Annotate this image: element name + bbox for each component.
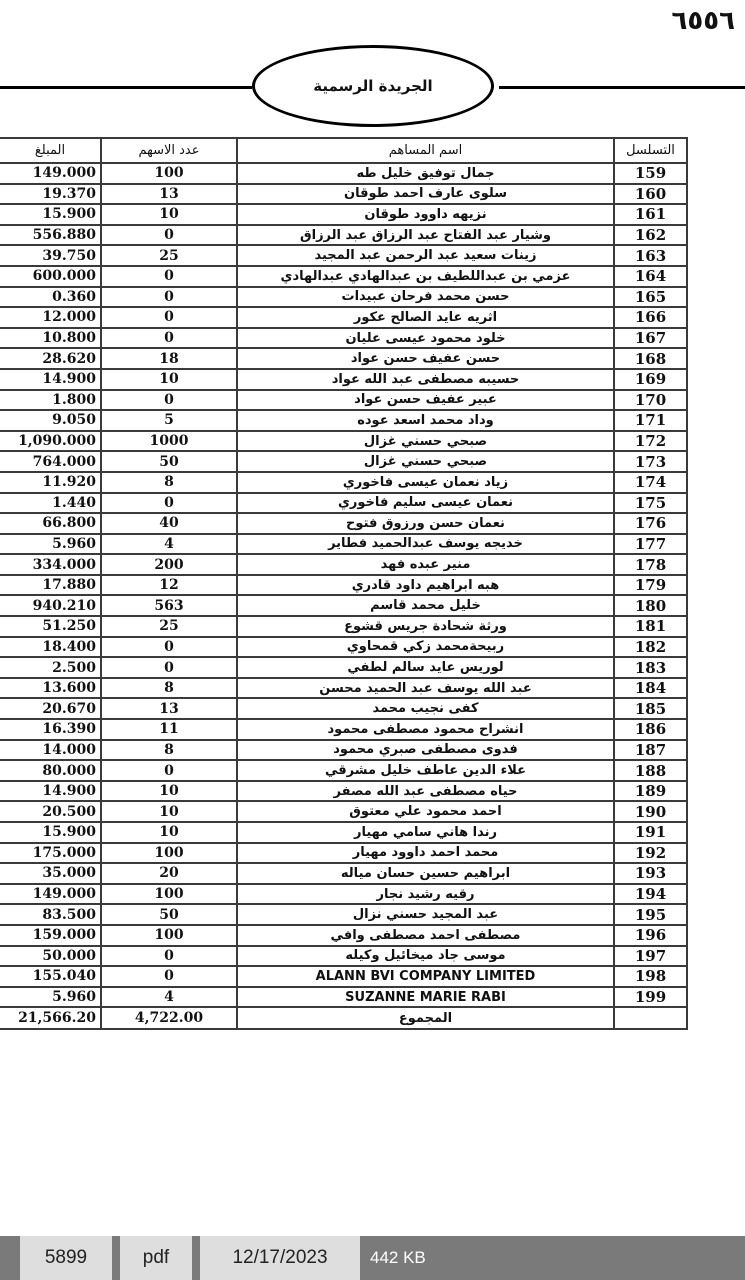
shares-cell: 200 bbox=[101, 554, 237, 575]
serial-cell: 174 bbox=[614, 472, 687, 493]
table-row bbox=[0, 595, 687, 616]
serial-cell: 187 bbox=[614, 740, 687, 761]
table-row bbox=[0, 822, 687, 843]
table-row bbox=[0, 451, 687, 472]
serial-cell: 177 bbox=[614, 534, 687, 555]
name-cell: جمال توفيق خليل طه bbox=[237, 163, 614, 184]
amount-cell: 334.000 bbox=[0, 554, 101, 575]
table-row bbox=[0, 266, 687, 287]
shares-cell: 100 bbox=[101, 884, 237, 905]
amount-cell: 50.000 bbox=[0, 946, 101, 967]
amount-cell: 80.000 bbox=[0, 760, 101, 781]
amount-cell: 35.000 bbox=[0, 863, 101, 884]
name-cell: وشيار عبد الفتاح عبد الرزاق عبد الرزاق bbox=[237, 225, 614, 246]
table-row bbox=[0, 616, 687, 637]
serial-cell: 186 bbox=[614, 719, 687, 740]
name-cell: محمد احمد داوود مهيار bbox=[237, 843, 614, 864]
gazette-title: الجريدة الرسمية bbox=[313, 77, 433, 95]
amount-cell: 556.880 bbox=[0, 225, 101, 246]
serial-cell: 165 bbox=[614, 287, 687, 308]
amount-cell: 1.800 bbox=[0, 390, 101, 411]
serial-cell: 170 bbox=[614, 390, 687, 411]
name-cell: حسن عفيف حسن عواد bbox=[237, 348, 614, 369]
serial-cell: 160 bbox=[614, 184, 687, 205]
name-cell: ابراهيم حسين حسان مياله bbox=[237, 863, 614, 884]
name-cell: وداد محمد اسعد عوده bbox=[237, 410, 614, 431]
name-cell: خلود محمود عيسى عليان bbox=[237, 328, 614, 349]
amount-cell: 66.800 bbox=[0, 513, 101, 534]
amount-cell: 1.440 bbox=[0, 493, 101, 514]
amount-cell: 16.390 bbox=[0, 719, 101, 740]
column-header-serial: التسلسل bbox=[614, 138, 687, 163]
shares-cell: 100 bbox=[101, 843, 237, 864]
amount-cell: 0.360 bbox=[0, 287, 101, 308]
amount-cell: 10.800 bbox=[0, 328, 101, 349]
table-row bbox=[0, 884, 687, 905]
amount-cell: 764.000 bbox=[0, 451, 101, 472]
shares-cell: 0 bbox=[101, 287, 237, 308]
total-label: المجموع bbox=[237, 1007, 614, 1029]
amount-cell: 20.670 bbox=[0, 698, 101, 719]
serial-cell: 192 bbox=[614, 843, 687, 864]
shares-cell: 0 bbox=[101, 493, 237, 514]
table-row bbox=[0, 204, 687, 225]
amount-cell: 1,090.000 bbox=[0, 431, 101, 452]
shareholders-table bbox=[0, 137, 688, 1030]
name-cell: احمد محمود علي معتوق bbox=[237, 801, 614, 822]
shares-cell: 8 bbox=[101, 472, 237, 493]
table-row bbox=[0, 575, 687, 596]
table-row bbox=[0, 740, 687, 761]
table-row bbox=[0, 184, 687, 205]
amount-cell: 15.900 bbox=[0, 822, 101, 843]
name-cell: كفى نجيب محمد bbox=[237, 698, 614, 719]
amount-cell: 2.500 bbox=[0, 657, 101, 678]
table-row bbox=[0, 863, 687, 884]
table-row bbox=[0, 801, 687, 822]
serial-cell: 172 bbox=[614, 431, 687, 452]
name-cell: حسيبه مصطفى عبد الله عواد bbox=[237, 369, 614, 390]
name-cell: ورثة شحادة جريس قشوع bbox=[237, 616, 614, 637]
file-type-chip[interactable]: pdf bbox=[120, 1236, 192, 1280]
table-row bbox=[0, 698, 687, 719]
name-cell: زياد نعمان عيسى فاخوري bbox=[237, 472, 614, 493]
amount-cell: 19.370 bbox=[0, 184, 101, 205]
name-cell: نزيهه داوود طوقان bbox=[237, 204, 614, 225]
name-cell: موسى جاد ميخائيل وكيله bbox=[237, 946, 614, 967]
table-row bbox=[0, 925, 687, 946]
table-row bbox=[0, 163, 687, 184]
serial-cell: 183 bbox=[614, 657, 687, 678]
table-row bbox=[0, 493, 687, 514]
table-row bbox=[0, 431, 687, 452]
name-cell: عبير عفيف حسن عواد bbox=[237, 390, 614, 411]
table-row bbox=[0, 760, 687, 781]
serial-cell: 188 bbox=[614, 760, 687, 781]
name-cell: خديجه يوسف عبدالحميد فطاير bbox=[237, 534, 614, 555]
name-cell: نعمان عيسى سليم فاخوري bbox=[237, 493, 614, 514]
amount-cell: 14.900 bbox=[0, 369, 101, 390]
shares-cell: 0 bbox=[101, 328, 237, 349]
name-cell: هبه ابراهيم داود قادري bbox=[237, 575, 614, 596]
shares-cell: 10 bbox=[101, 204, 237, 225]
shares-cell: 100 bbox=[101, 925, 237, 946]
table-row bbox=[0, 719, 687, 740]
table-row bbox=[0, 245, 687, 266]
amount-cell: 83.500 bbox=[0, 904, 101, 925]
page-number: ٦٥٥٦ bbox=[671, 6, 735, 36]
amount-cell: 175.000 bbox=[0, 843, 101, 864]
shares-cell: 18 bbox=[101, 348, 237, 369]
serial-cell: 180 bbox=[614, 595, 687, 616]
table-row bbox=[0, 225, 687, 246]
shares-cell: 10 bbox=[101, 781, 237, 802]
file-size: 442 KB bbox=[370, 1248, 426, 1267]
serial-cell: 163 bbox=[614, 245, 687, 266]
total-serial-empty bbox=[614, 1007, 687, 1029]
serial-cell: 181 bbox=[614, 616, 687, 637]
name-cell: عبد الله يوسف عبد الحميد محسن bbox=[237, 678, 614, 699]
name-cell: سلوى عارف احمد طوقان bbox=[237, 184, 614, 205]
amount-cell: 13.600 bbox=[0, 678, 101, 699]
name-cell: صبحي حسني غزال bbox=[237, 431, 614, 452]
shares-cell: 0 bbox=[101, 637, 237, 658]
shares-cell: 12 bbox=[101, 575, 237, 596]
name-cell: حسن محمد فرحان عبيدات bbox=[237, 287, 614, 308]
table-row bbox=[0, 410, 687, 431]
serial-cell: 194 bbox=[614, 884, 687, 905]
amount-cell: 155.040 bbox=[0, 966, 101, 987]
shares-cell: 40 bbox=[101, 513, 237, 534]
shares-cell: 50 bbox=[101, 451, 237, 472]
shares-cell: 8 bbox=[101, 678, 237, 699]
shares-cell: 13 bbox=[101, 698, 237, 719]
serial-cell: 173 bbox=[614, 451, 687, 472]
table-row bbox=[0, 534, 687, 555]
serial-cell: 164 bbox=[614, 266, 687, 287]
serial-cell: 190 bbox=[614, 801, 687, 822]
amount-cell: 18.400 bbox=[0, 637, 101, 658]
gazette-title-oval bbox=[252, 45, 494, 127]
shares-cell: 0 bbox=[101, 307, 237, 328]
shares-cell: 8 bbox=[101, 740, 237, 761]
serial-cell: 159 bbox=[614, 163, 687, 184]
serial-cell: 197 bbox=[614, 946, 687, 967]
amount-cell: 9.050 bbox=[0, 410, 101, 431]
shares-cell: 0 bbox=[101, 225, 237, 246]
shares-cell: 100 bbox=[101, 163, 237, 184]
table-row bbox=[0, 390, 687, 411]
serial-cell: 198 bbox=[614, 966, 687, 987]
name-cell: زينات سعيد عبد الرحمن عبد المجيد bbox=[237, 245, 614, 266]
serial-cell: 179 bbox=[614, 575, 687, 596]
shares-cell: 50 bbox=[101, 904, 237, 925]
serial-cell: 199 bbox=[614, 987, 687, 1008]
serial-cell: 196 bbox=[614, 925, 687, 946]
table-row bbox=[0, 946, 687, 967]
serial-cell: 178 bbox=[614, 554, 687, 575]
total-amount: 21,566.20 bbox=[0, 1007, 101, 1029]
date-chip[interactable]: 12/17/2023 bbox=[200, 1236, 360, 1280]
total-shares: 4,722.00 bbox=[101, 1007, 237, 1029]
serial-cell: 189 bbox=[614, 781, 687, 802]
table-row bbox=[0, 987, 687, 1008]
shares-cell: 25 bbox=[101, 616, 237, 637]
table-row bbox=[0, 966, 687, 987]
serial-cell: 175 bbox=[614, 493, 687, 514]
serial-cell: 191 bbox=[614, 822, 687, 843]
file-info-bar bbox=[0, 1236, 745, 1280]
shares-cell: 4 bbox=[101, 987, 237, 1008]
name-cell: عبد المجيد حسني نزال bbox=[237, 904, 614, 925]
name-cell: فدوى مصطفى صبري محمود bbox=[237, 740, 614, 761]
table-row bbox=[0, 904, 687, 925]
amount-cell: 149.000 bbox=[0, 163, 101, 184]
shares-cell: 10 bbox=[101, 822, 237, 843]
shares-cell: 0 bbox=[101, 760, 237, 781]
table-row bbox=[0, 348, 687, 369]
shares-cell: 0 bbox=[101, 966, 237, 987]
serial-cell: 176 bbox=[614, 513, 687, 534]
table-row bbox=[0, 637, 687, 658]
name-cell: رندا هاني سامي مهيار bbox=[237, 822, 614, 843]
amount-cell: 940.210 bbox=[0, 595, 101, 616]
amount-cell: 5.960 bbox=[0, 987, 101, 1008]
serial-cell: 166 bbox=[614, 307, 687, 328]
serial-cell: 167 bbox=[614, 328, 687, 349]
name-cell: انشراح محمود مصطفى محمود bbox=[237, 719, 614, 740]
serial-cell: 185 bbox=[614, 698, 687, 719]
name-cell: علاء الدين عاطف خليل مشرقي bbox=[237, 760, 614, 781]
shares-cell: 1000 bbox=[101, 431, 237, 452]
table-row bbox=[0, 513, 687, 534]
name-cell: ربيحةمحمد زكي قمحاوي bbox=[237, 637, 614, 658]
table-header-row bbox=[0, 138, 687, 163]
table-row bbox=[0, 307, 687, 328]
shares-cell: 5 bbox=[101, 410, 237, 431]
name-cell: حياه مصطفى عبد الله مصفر bbox=[237, 781, 614, 802]
amount-cell: 600.000 bbox=[0, 266, 101, 287]
column-header-name: اسم المساهم bbox=[237, 138, 614, 163]
shares-cell: 0 bbox=[101, 657, 237, 678]
amount-cell: 14.000 bbox=[0, 740, 101, 761]
amount-cell: 39.750 bbox=[0, 245, 101, 266]
name-cell: نعمان حسن ورزوق فتوح bbox=[237, 513, 614, 534]
column-header-amount: المبلغ bbox=[0, 138, 101, 163]
header-rule-right bbox=[499, 86, 745, 89]
table-row bbox=[0, 843, 687, 864]
table-total-row bbox=[0, 1007, 687, 1029]
name-cell: SUZANNE MARIE RABI bbox=[237, 987, 614, 1008]
shares-cell: 25 bbox=[101, 245, 237, 266]
amount-cell: 11.920 bbox=[0, 472, 101, 493]
shares-cell: 11 bbox=[101, 719, 237, 740]
column-header-shares: عدد الاسهم bbox=[101, 138, 237, 163]
shares-cell: 0 bbox=[101, 266, 237, 287]
name-cell: عزمي بن عبداللطيف بن عبدالهادي عبدالهادي bbox=[237, 266, 614, 287]
name-cell: منير عبده فهد bbox=[237, 554, 614, 575]
name-cell: ALANN BVI COMPANY LIMITED bbox=[237, 966, 614, 987]
serial-cell: 169 bbox=[614, 369, 687, 390]
amount-cell: 12.000 bbox=[0, 307, 101, 328]
name-cell: صبحي حسني غزال bbox=[237, 451, 614, 472]
amount-cell: 15.900 bbox=[0, 204, 101, 225]
serial-cell: 171 bbox=[614, 410, 687, 431]
serial-cell: 195 bbox=[614, 904, 687, 925]
table-row bbox=[0, 287, 687, 308]
table-row bbox=[0, 678, 687, 699]
serial-cell: 193 bbox=[614, 863, 687, 884]
serial-cell: 161 bbox=[614, 204, 687, 225]
table-row bbox=[0, 657, 687, 678]
serial-cell: 168 bbox=[614, 348, 687, 369]
header-rule-left bbox=[0, 86, 252, 89]
amount-cell: 28.620 bbox=[0, 348, 101, 369]
name-cell: اثريه عايد الصالح عكور bbox=[237, 307, 614, 328]
shares-cell: 10 bbox=[101, 369, 237, 390]
table-row bbox=[0, 369, 687, 390]
name-cell: لوريس عايد سالم لطفي bbox=[237, 657, 614, 678]
shares-cell: 0 bbox=[101, 390, 237, 411]
amount-cell: 17.880 bbox=[0, 575, 101, 596]
amount-cell: 20.500 bbox=[0, 801, 101, 822]
serial-cell: 184 bbox=[614, 678, 687, 699]
amount-cell: 159.000 bbox=[0, 925, 101, 946]
amount-cell: 51.250 bbox=[0, 616, 101, 637]
table-row bbox=[0, 554, 687, 575]
name-cell: رقيه رشيد نجار bbox=[237, 884, 614, 905]
serial-cell: 162 bbox=[614, 225, 687, 246]
doc-id-chip[interactable]: 5899 bbox=[20, 1236, 112, 1280]
shares-cell: 20 bbox=[101, 863, 237, 884]
amount-cell: 149.000 bbox=[0, 884, 101, 905]
table-row bbox=[0, 472, 687, 493]
amount-cell: 14.900 bbox=[0, 781, 101, 802]
table-row bbox=[0, 328, 687, 349]
shares-cell: 13 bbox=[101, 184, 237, 205]
shares-cell: 4 bbox=[101, 534, 237, 555]
serial-cell: 182 bbox=[614, 637, 687, 658]
shares-cell: 0 bbox=[101, 946, 237, 967]
name-cell: خليل محمد قاسم bbox=[237, 595, 614, 616]
name-cell: مصطفى احمد مصطفى وافي bbox=[237, 925, 614, 946]
shares-cell: 563 bbox=[101, 595, 237, 616]
amount-cell: 5.960 bbox=[0, 534, 101, 555]
table-row bbox=[0, 781, 687, 802]
shares-cell: 10 bbox=[101, 801, 237, 822]
